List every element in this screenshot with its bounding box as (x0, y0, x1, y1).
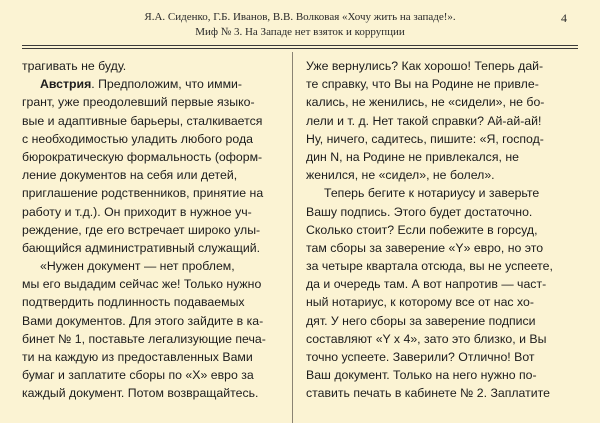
text-line: вые и адаптивные барьеры, сталкивается (22, 113, 263, 128)
text-line: реждение, где его встречает широко улы- (22, 222, 261, 237)
text-line: точно успеете. Заверили? Отлично! Вот (306, 350, 535, 364)
text-line: бумаг и заплатите сборы по «Х» евро за (22, 368, 254, 383)
text-line: дят. У него сборы за заверение подписи (306, 313, 536, 328)
text-fragment: . Предположим, что имми- (91, 77, 243, 92)
text-line: да и очередь там. А вот напротив — част- (306, 277, 547, 292)
text-line: кались, не женились, не «сидели», не бо- (306, 95, 545, 110)
text-line: Вашу подпись. Этого будет достаточно. (306, 204, 533, 219)
text-line: работу и т.д.). Он приходит в нужное уч- (22, 204, 252, 219)
text-line: дин N, на Родине не привлекался, не (306, 149, 519, 164)
running-header (0, 0, 600, 44)
header-chapter-title: Миф № 3. На Западе нет взяток и коррупции (195, 26, 405, 38)
text-line: подтвердить подлинность подаваемых (22, 295, 245, 310)
text-line: «Нужен документ — нет проблем, (40, 259, 235, 274)
text-line: женился, не «сидел», не болел». (306, 168, 495, 183)
text-line: ление документов на себя или детей, (22, 168, 238, 183)
header-rule-bottom (22, 48, 578, 49)
right-column (306, 57, 570, 403)
text-line: Уже вернулись? Как хорошо! Теперь дай- (306, 59, 544, 73)
left-column (22, 57, 286, 403)
text-line: Ваш документ. Только на него нужно по- (306, 368, 537, 383)
text-line: каждый документ. Потом возвращайтесь. (22, 386, 259, 401)
text-line: бюрократическую формальность (оформ- (22, 149, 263, 164)
text-line: Сколько стоит? Если побежите в горсуд, (306, 222, 538, 237)
header-rule-top (22, 45, 578, 46)
text-line: бинет № 1, поставьте легализующие печа- (22, 331, 266, 346)
text-line: Теперь бегите к нотариусу и заверьте (324, 186, 540, 201)
text-line: бающийся административный служащий. (22, 240, 260, 255)
text-line: там сборы за заверение «Y» евро, но это (306, 240, 544, 255)
text-line: грант, уже преодолевший первые языко- (22, 95, 255, 110)
text-line: Вами документов. Для этого зайдите в ка- (22, 313, 264, 328)
text-line: трагивать не буду. (22, 59, 127, 73)
text-line: за четыре квартала отсюда, вы не успеете, (306, 259, 553, 274)
column-divider (292, 52, 293, 423)
country-heading-austria: Австрия (40, 77, 92, 92)
text-line: ставить печать в кабинете № 2. Заплатите (306, 386, 550, 401)
text-line: приглашение родственников, принятие на (22, 186, 264, 201)
text-line: Ну, ничего, садитесь, пишите: «Я, господ- (306, 131, 544, 146)
austria-paragraph-first-line (22, 75, 286, 93)
text-line: мы его выдадим сейчас же! Только нужно (22, 277, 262, 292)
text-line: те справку, что Вы на Родине не привле- (306, 77, 539, 92)
text-line: с необходимостью уладить любого рода (22, 131, 253, 146)
text-line: ти на каждую из предоставленных Вами (22, 350, 253, 364)
header-authors-title: Я.А. Сиденко, Г.Б. Иванов, В.В. Волковая «Хочу жить на западе!». (144, 11, 456, 23)
text-line: составляют «Y х 4», зато это близко, и Вы (306, 331, 547, 346)
text-line: лели и т. д. Нет такой справки? Ай-ай-ай! (306, 113, 542, 128)
page-number: 4 (561, 11, 567, 25)
text-line: ный нотариус, к которому все от нас хо- (306, 295, 534, 310)
